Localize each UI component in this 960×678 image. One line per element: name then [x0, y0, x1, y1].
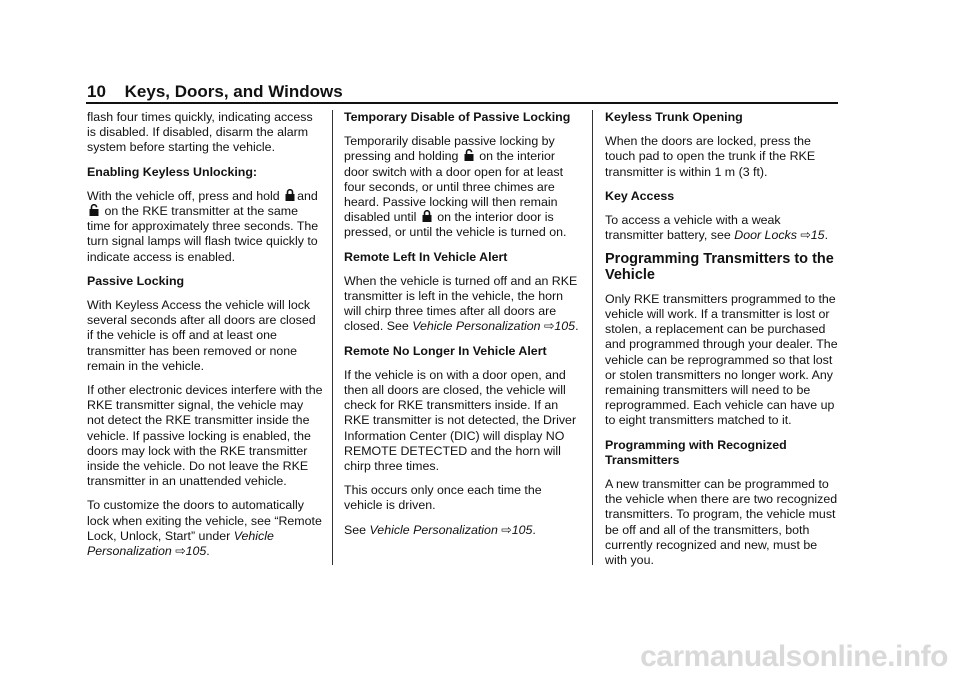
column-2: [344, 110, 580, 547]
column-divider: [332, 110, 333, 565]
paragraph: flash four times quickly, indicating access is disabled. If disabled, disarm the alarm system before starting the vehicle.: [87, 110, 313, 155]
page-number: 10: [87, 82, 106, 101]
subheading-keyless-trunk: Keyless Trunk Opening: [605, 110, 743, 124]
subheading-temporary-disable: Temporary Disable of Passive Locking: [344, 110, 571, 124]
page-reference-icon: ⇨: [501, 522, 512, 537]
column-1: [87, 110, 323, 568]
paragraph: When the doors are locked, press the touch pad to open the trunk if the RKE transmitter is within 1 m (3 ft).: [605, 134, 816, 179]
cross-reference-link[interactable]: Vehicle Personalization: [369, 522, 498, 537]
paragraph: If other electronic devices interfere with the RKE transmitter signal, the vehicle may not detect the RKE transmitter inside the vehicle. If passive locking is enabled, the doors may lock with the RKE transmitter inside the vehicle. Do not leave the RKE transmitter in an unattended vehicle.: [87, 383, 323, 489]
page-reference-icon: ⇨: [175, 544, 186, 559]
paragraph: A new transmitter can be programmed to the vehicle when there are two recognized transmitters. To program, the vehicle must be off and all of the transmitters, both currently recognized and new, must be with you.: [605, 477, 838, 568]
paragraph: To customize the doors to automatically lock when exiting the vehicle, see “Remote Lock, Unlock, Start” under Vehicle Personalization ⇨105.: [87, 498, 322, 559]
column-divider: [592, 110, 593, 565]
cross-reference-link[interactable]: Vehicle Personalization: [412, 319, 541, 334]
watermark: carmanualsonline.info: [640, 640, 948, 673]
page-reference-number[interactable]: 15: [810, 228, 825, 243]
lock-icon: [422, 210, 432, 222]
subheading-remote-no-longer: Remote No Longer In Vehicle Alert: [344, 343, 547, 358]
subheading-key-access: Key Access: [605, 188, 675, 203]
header-rule: [86, 102, 838, 104]
subheading-remote-left: Remote Left In Vehicle Alert: [344, 249, 508, 264]
subheading-enabling-keyless: Enabling Keyless Unlocking:: [87, 164, 258, 179]
lock-icon: [285, 189, 295, 201]
subheading-passive-locking: Passive Locking: [87, 273, 185, 288]
unlock-icon: [89, 204, 99, 216]
column-3: [605, 110, 841, 577]
section-title: Keys, Doors, and Windows: [124, 82, 343, 101]
paragraph: Only RKE transmitters programmed to the vehicle will work. If a transmitter is lost or stolen, a replacement can be purchased and programmed through your dealer. The vehicle can be reprogrammed so that lost or stolen transmitters no longer work. Any remaining transmitters will need to be reprogrammed. Each vehicle can have up to eight transmitters matched to it.: [605, 291, 838, 428]
page-reference-icon: ⇨: [800, 228, 811, 243]
section-heading-programming: Programming Transmitters to the Vehicle: [605, 251, 834, 283]
paragraph: Temporarily disable passive locking by pressing and holding on the interior door switch with a door open for at least four seconds, or until three chimes are heard. Passive locking will then remain disabled until on the interior door is pressed, or until the vehicle is turned on.: [344, 134, 567, 240]
page-header: [87, 82, 343, 102]
page-reference-number[interactable]: 105: [554, 319, 576, 334]
page-reference-icon: ⇨: [544, 319, 555, 334]
unlock-icon: [464, 149, 474, 161]
paragraph: With the vehicle off, press and hold and on the RKE transmitter at the same time for approximately three seconds. The turn signal lamps will flash twice quickly to indicate access is enabled.: [87, 188, 319, 264]
cross-reference-link[interactable]: Vehicle Personalization: [87, 528, 274, 559]
subheading-recognized-transmitters: Programming with Recognized Transmitters: [605, 437, 787, 467]
paragraph: If the vehicle is on with a door open, and then all doors are closed, the vehicle will check for RKE transmitters inside. If an RKE transmitter is not detected, the Driver Information Center (DIC) will display NO REMOTE DETECTED and the horn will chirp three times.: [344, 367, 577, 474]
paragraph: See Vehicle Personalization ⇨105.: [344, 522, 536, 537]
paragraph: With Keyless Access the vehicle will lock several seconds after all doors are closed if the vehicle is off and at least one transmitter has been removed or none remain in the vehicle.: [87, 298, 316, 373]
paragraph: When the vehicle is turned off and an RKE transmitter is left in the vehicle, the horn will chirp three times after all doors are closed. See Vehicle Personalization ⇨105.: [344, 273, 579, 334]
page-reference-number[interactable]: 105: [511, 522, 533, 537]
paragraph: To access a vehicle with a weak transmitter battery, see Door Locks ⇨15.: [605, 213, 829, 243]
cross-reference-link[interactable]: Door Locks: [734, 228, 797, 243]
page-reference-number[interactable]: 105: [185, 544, 207, 559]
paragraph: This occurs only once each time the vehicle is driven.: [344, 483, 542, 513]
